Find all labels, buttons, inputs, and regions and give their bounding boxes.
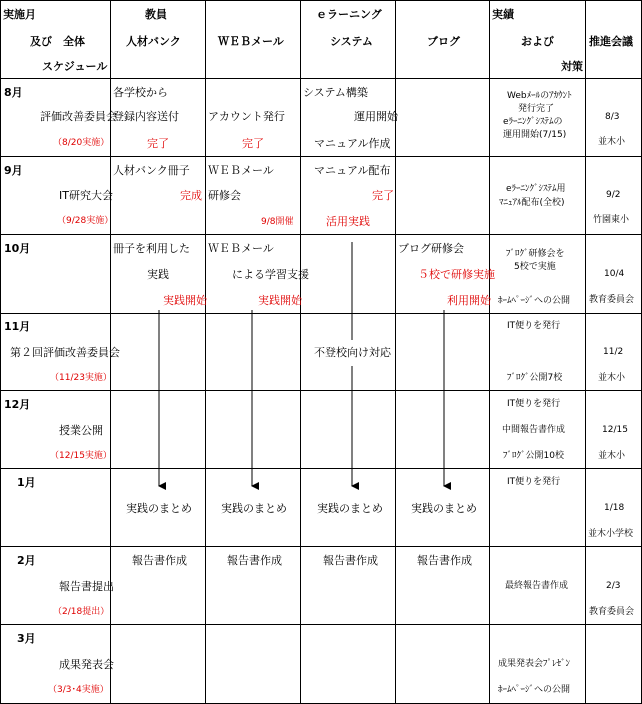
cell-text: 発行完了 xyxy=(518,104,555,114)
cell-text: 実践のまとめ xyxy=(317,502,383,515)
meeting-date: 11/2 xyxy=(603,347,624,357)
row-month: 8月 xyxy=(4,86,23,99)
meeting-place: 並木小学校 xyxy=(588,529,634,539)
row-event: 第２回評価改善委員会 xyxy=(10,346,120,359)
cell-text: による学習支援 xyxy=(232,268,309,281)
cell-text: 中間報告書作成 xyxy=(502,425,566,435)
row-event-status: （8/20実施） xyxy=(53,138,110,148)
cell-status: 完了 xyxy=(147,137,169,150)
cell-text: ﾎｰﾑﾍﾟｰｼﾞへの公開 xyxy=(498,685,571,695)
header-system-label: システム xyxy=(330,35,373,48)
cell-text: システム構築 xyxy=(303,86,368,99)
cell-text: 冊子を利用した xyxy=(113,242,190,255)
row-month: 1月 xyxy=(17,476,36,489)
cell-status: 9/8開催 xyxy=(261,217,294,227)
meeting-date: 2/3 xyxy=(606,581,621,591)
header-meeting-label: 推進会議 xyxy=(589,35,633,48)
cell-status: 完了 xyxy=(372,189,394,202)
cell-status: 完成 xyxy=(180,189,202,202)
meeting-place: 並木小 xyxy=(598,451,626,461)
meeting-date: 8/3 xyxy=(605,112,620,122)
cell-text: ﾌﾞﾛｸﾞ公開10校 xyxy=(503,451,564,461)
row-event: IT研究大会 xyxy=(59,189,113,202)
cell-text: ＷＥＢメール xyxy=(208,164,274,177)
header-overall-label: 及び 全体 xyxy=(30,35,85,48)
cell-text: 成果発表会ﾌﾟﾚｾﾞﾝ xyxy=(498,659,571,669)
row-month: 3月 xyxy=(17,632,36,645)
cell-text: IT便りを発行 xyxy=(507,477,561,487)
row-event-status: （9/28実施） xyxy=(57,216,114,226)
cell-text: 実践 xyxy=(147,268,169,281)
cell-text: 報告書作成 xyxy=(323,554,378,567)
header-talent-bank-label: 人材バンク xyxy=(126,35,181,48)
row-event: 授業公開 xyxy=(59,424,103,437)
cell-text: 各学校から xyxy=(113,86,168,99)
row-event: 報告書提出 xyxy=(59,580,114,593)
header-blog-label: ブログ xyxy=(427,35,460,48)
header-teacher-label: 教員 xyxy=(145,8,167,21)
header-elearning-label: ｅラーニング xyxy=(316,8,382,21)
cell-text: eﾗｰﾆﾝｸﾞｼｽﾃﾑ用 xyxy=(506,184,566,194)
cell-text: ﾎｰﾑﾍﾟｰｼﾞへの公開 xyxy=(498,296,571,306)
cell-text: Webﾒｰﾙのｱｶｳﾝﾄ xyxy=(507,91,572,101)
row-month: 11月 xyxy=(4,320,31,333)
cell-text: マニュアル配布 xyxy=(314,164,391,177)
meeting-date: 1/18 xyxy=(604,503,625,513)
header-results-label: 実績 xyxy=(492,8,514,21)
cell-text: 報告書作成 xyxy=(227,554,282,567)
cell-status: 実践開始 xyxy=(258,294,302,307)
header-month-label: 実施月 xyxy=(3,8,36,21)
cell-text: ブログ研修会 xyxy=(398,242,464,255)
row-event-status: （3/3･4実施） xyxy=(48,685,109,695)
cell-text: 運用開始(7/15) xyxy=(503,130,567,140)
row-event-status: （11/23実施） xyxy=(50,373,112,383)
cell-text: IT便りを発行 xyxy=(507,399,561,409)
row-event-status: （2/18提出） xyxy=(53,607,110,617)
cell-text: IT便りを発行 xyxy=(507,321,561,331)
cell-status: 活用実践 xyxy=(326,215,370,228)
row-event-status: （12/15実施） xyxy=(50,451,112,461)
cell-text: 登録内容送付 xyxy=(113,110,179,123)
meeting-date: 12/15 xyxy=(602,425,628,435)
header-webmail-label: ＷＥＢメール xyxy=(218,35,284,48)
cell-text: ﾌﾞﾛｸﾞ研修会を xyxy=(506,249,565,259)
cell-text: 運用開始 xyxy=(354,110,398,123)
cell-text: 実践のまとめ xyxy=(126,502,192,515)
row-month: 12月 xyxy=(4,398,31,411)
meeting-place: 竹園東小 xyxy=(593,215,630,225)
cell-status: ５校で研修実施 xyxy=(418,268,495,281)
row-event: 評価改善委員会 xyxy=(40,110,117,123)
meeting-date: 9/2 xyxy=(606,190,621,200)
cell-text: 実践のまとめ xyxy=(411,502,477,515)
cell-status: 実践開始 xyxy=(163,294,207,307)
meeting-place: 並木小 xyxy=(598,137,626,147)
meeting-place: 教育委員会 xyxy=(589,295,635,305)
header-measures-label: 対策 xyxy=(561,60,583,73)
header-schedule-label: スケジュール xyxy=(42,60,108,73)
cell-text: アカウント発行 xyxy=(208,110,285,123)
cell-text: eﾗｰﾆﾝｸﾞｼｽﾃﾑの xyxy=(503,117,563,127)
cell-text: 最終報告書作成 xyxy=(505,581,569,591)
cell-text: 5校で実施 xyxy=(514,262,556,272)
meeting-place: 並木小 xyxy=(598,373,626,383)
cell-text: 実践のまとめ xyxy=(221,502,287,515)
cell-status: 利用開始 xyxy=(447,294,491,307)
row-month: 10月 xyxy=(4,242,31,255)
cell-text: 報告書作成 xyxy=(417,554,472,567)
cell-text: ＷＥＢメール xyxy=(208,242,274,255)
meeting-place: 教育委員会 xyxy=(589,607,635,617)
cell-text: ﾏﾆｭｱﾙ配布(全校) xyxy=(499,198,565,208)
cell-text: マニュアル作成 xyxy=(314,137,391,150)
row-month: 2月 xyxy=(17,554,36,567)
row-event: 成果発表会 xyxy=(59,658,114,671)
row-month: 9月 xyxy=(4,164,23,177)
cell-text: ﾌﾞﾛｸﾞ公開7校 xyxy=(507,373,563,383)
cell-text: 研修会 xyxy=(208,189,241,202)
cell-text: 不登校向け対応 xyxy=(314,346,391,359)
cell-status: 完了 xyxy=(242,137,264,150)
meeting-date: 10/4 xyxy=(604,269,625,279)
header-and-label: および xyxy=(521,35,554,48)
cell-text: 報告書作成 xyxy=(132,554,187,567)
cell-text: 人材バンク冊子 xyxy=(113,164,190,177)
